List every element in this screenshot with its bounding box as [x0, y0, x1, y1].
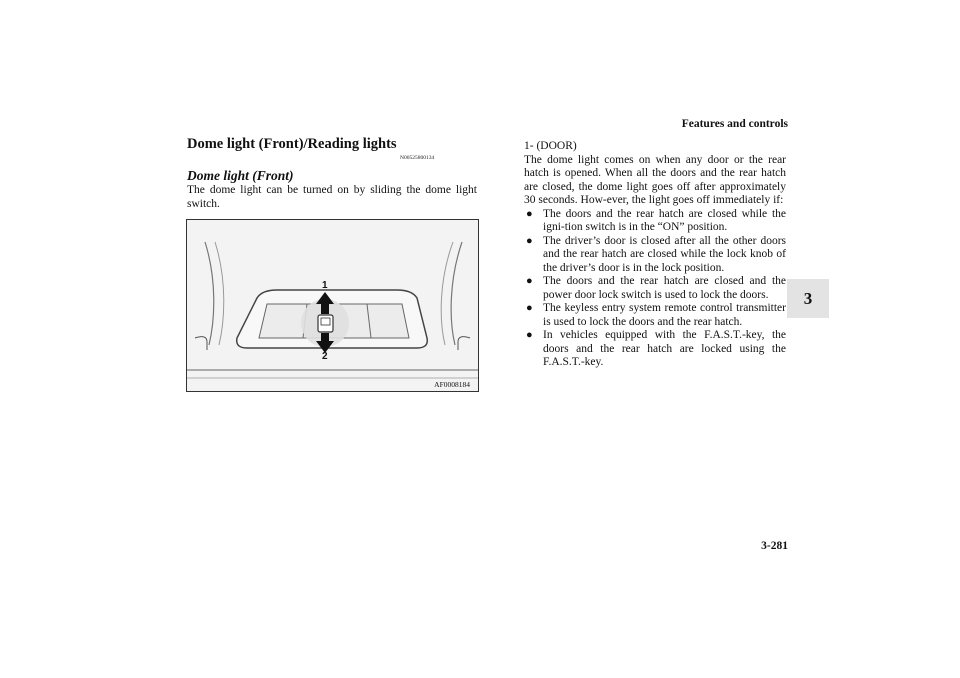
bullet-icon: ● — [526, 275, 533, 287]
list-item: ● The doors and the rear hatch are closed while the igni-tion switch is in the “ON” position. — [526, 207, 786, 233]
list-item: ● The driver’s door is closed after all the other doors and the rear hatch are closed while the lock knob of the driver’s door is in the lock position. — [526, 234, 786, 274]
list-item: ● The doors and the rear hatch are closed and the power door lock switch is used to lock the doors. — [526, 275, 786, 301]
page-number: 3-281 — [761, 540, 788, 552]
dome-light-illustration — [186, 219, 479, 392]
bullet-icon: ● — [526, 207, 533, 220]
figure-code: AF0008184 — [434, 380, 470, 389]
bullet-icon: ● — [526, 234, 533, 247]
chapter-tab: 3 — [787, 279, 829, 318]
subsection-title: Dome light (Front) — [187, 168, 294, 183]
list-item: ● In vehicles equipped with the F.A.S.T.-key, the doors and the rear hatch are locked using the F.A.S.T.-key. — [526, 329, 786, 368]
running-header: Features and controls — [681, 118, 788, 130]
dome-light-drawing — [187, 220, 478, 391]
door-heading: 1- (DOOR) — [524, 140, 577, 152]
intro-paragraph: The dome light can be turned on by sliding the dome light switch. — [187, 184, 477, 210]
bullet-icon: ● — [526, 302, 533, 314]
condition-list — [524, 208, 786, 370]
list-item: ● The keyless entry system remote control transmitter is used to lock the doors and the rear hatch. — [526, 302, 786, 328]
figure-label-1: 1 — [322, 280, 328, 291]
door-position-description — [524, 140, 786, 370]
bullet-icon: ● — [526, 329, 533, 341]
door-paragraph: The dome light comes on when any door or the rear hatch is opened. When all the doors and the rear hatch are closed, the dome light goes off after approximately 30 seconds. How-ever, the light goes off immediately if: — [524, 153, 786, 206]
figure-label-2: 2 — [322, 351, 328, 362]
section-code: N00525800134 — [400, 155, 435, 161]
section-title: Dome light (Front)/Reading lights — [187, 136, 397, 152]
